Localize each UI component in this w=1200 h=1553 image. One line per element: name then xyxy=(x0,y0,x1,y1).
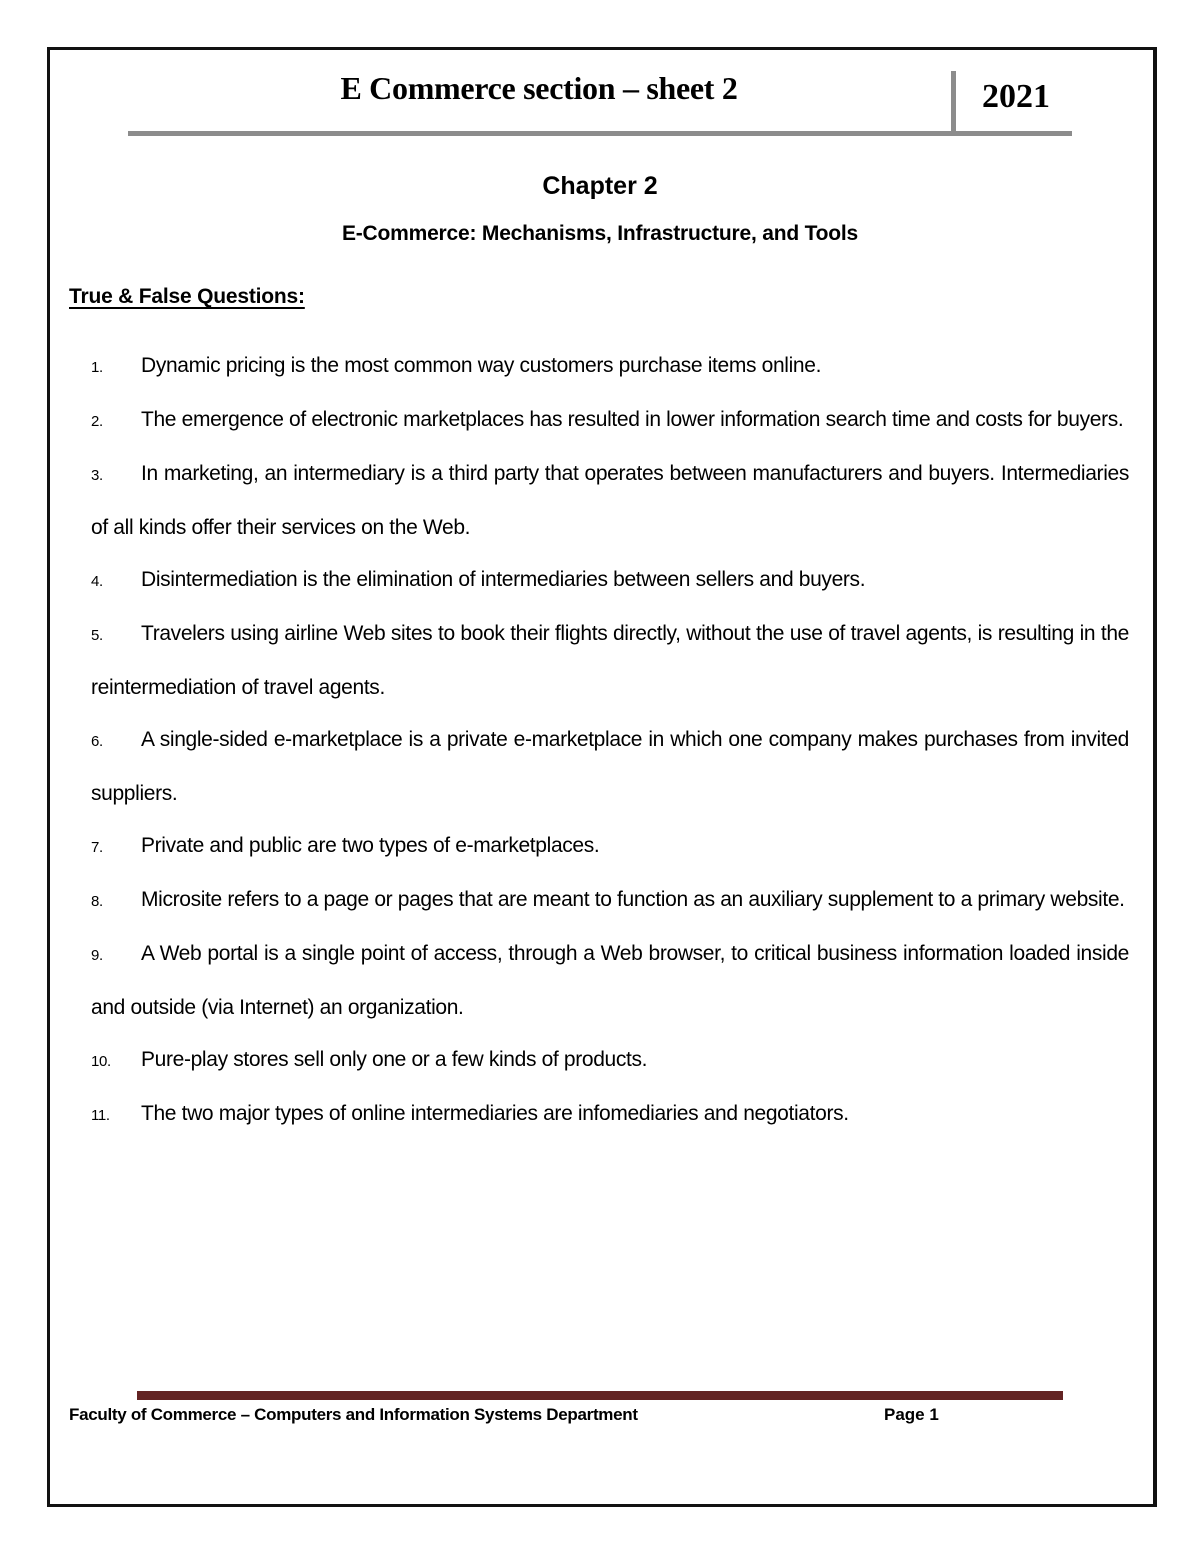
question-text: Disintermediation is the elimination of intermediaries between sellers and buyers. xyxy=(141,568,866,591)
question-item xyxy=(91,394,1129,448)
footer-bar xyxy=(137,1391,1063,1400)
question-number: 5. xyxy=(91,627,103,644)
sheet-title: E Commerce section – sheet 2 xyxy=(340,70,738,106)
question-number: 8. xyxy=(91,893,103,910)
sheet-year: 2021 xyxy=(982,78,1050,115)
section-heading: True & False Questions: xyxy=(69,285,305,308)
question-item xyxy=(91,714,1129,820)
question-item xyxy=(91,874,1129,928)
question-number: 1. xyxy=(91,359,103,376)
footer-department: Faculty of Commerce – Computers and Information Systems Department xyxy=(69,1405,638,1424)
question-item xyxy=(91,340,1129,394)
chapter-title: Chapter 2 xyxy=(542,172,658,200)
question-text: A single-sided e-marketplace is a private e-marketplace in which one company makes purchases from invited suppliers. xyxy=(91,728,1129,805)
question-item xyxy=(91,448,1129,554)
question-item xyxy=(91,1034,1129,1088)
question-item xyxy=(91,608,1129,714)
question-list xyxy=(91,340,1129,1142)
question-number: 11. xyxy=(91,1107,110,1124)
question-text: Travelers using airline Web sites to book their flights directly, without the use of travel agents, is resulting in the reintermediation of travel agents. xyxy=(91,622,1129,699)
question-text: A Web portal is a single point of access, through a Web browser, to critical business information loaded inside and outside (via Internet) an organization. xyxy=(91,942,1129,1019)
page-number: Page 1 xyxy=(884,1405,939,1424)
question-text: Private and public are two types of e-marketplaces. xyxy=(141,834,600,857)
question-number: 2. xyxy=(91,413,103,430)
chapter-subtitle: E-Commerce: Mechanisms, Infrastructure, and Tools xyxy=(341,222,859,245)
question-text: In marketing, an intermediary is a third party that operates between manufacturers and buyers. Intermediaries of all kinds offer their services on the Web. xyxy=(91,462,1129,539)
question-item xyxy=(91,928,1129,1034)
question-text: Dynamic pricing is the most common way customers purchase items online. xyxy=(141,354,822,377)
question-item xyxy=(91,554,1129,608)
question-number: 9. xyxy=(91,947,103,964)
header-rule xyxy=(128,131,1072,136)
question-number: 4. xyxy=(91,573,103,590)
question-number: 6. xyxy=(91,733,103,750)
question-text: Pure-play stores sell only one or a few kinds of products. xyxy=(141,1048,648,1071)
question-item xyxy=(91,1088,1129,1142)
header-divider xyxy=(951,71,956,133)
question-number: 3. xyxy=(91,467,103,484)
question-number: 10. xyxy=(91,1053,111,1070)
question-item xyxy=(91,820,1129,874)
question-number: 7. xyxy=(91,839,103,856)
question-text: The two major types of online intermediaries are infomediaries and negotiators. xyxy=(141,1102,849,1125)
question-text: The emergence of electronic marketplaces has resulted in lower information search time and costs for buyers. xyxy=(141,408,1124,431)
question-text: Microsite refers to a page or pages that are meant to function as an auxiliary supplement to a primary website. xyxy=(141,888,1125,911)
